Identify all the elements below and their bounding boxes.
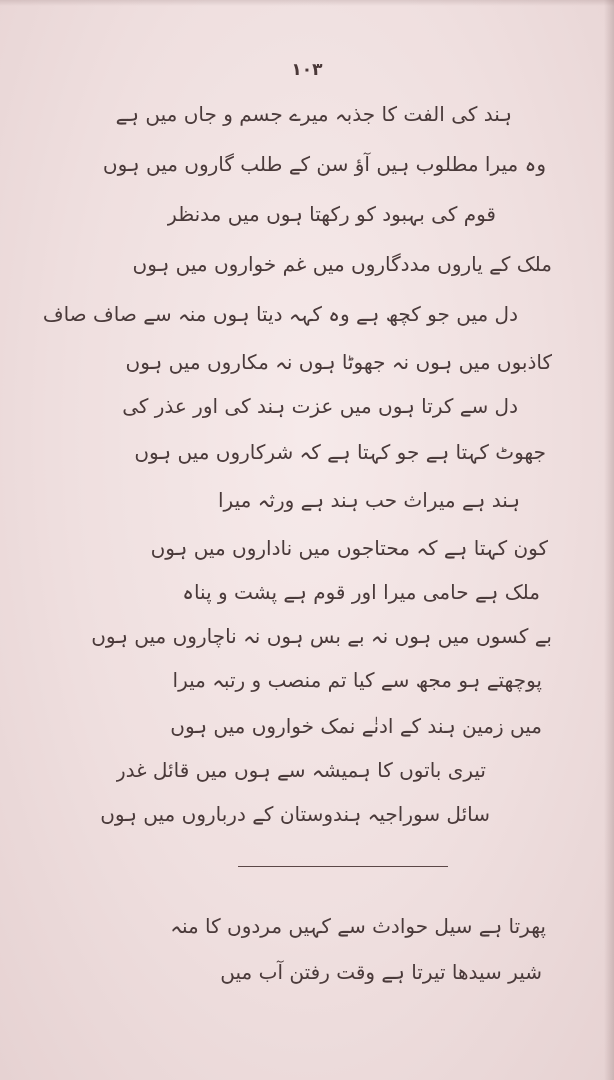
page-edge-shadow: [604, 0, 614, 1080]
couplet-line: پھرتا ہے سیل حوادث سے کہیں مردوں کا منہ: [170, 914, 546, 938]
poem-line: ملک کے یاروں مددگاروں میں غم خواروں میں ہوں: [132, 252, 552, 276]
poem-line: میں زمین ہند کے ادنٰے نمک خواروں میں ہوں: [170, 714, 542, 738]
page-number: ۱۰۳: [291, 60, 323, 80]
poem-line: قوم کی بہبود کو رکھتا ہوں میں مدنظر: [167, 202, 496, 226]
couplet-line: شیر سیدھا تیرتا ہے وقت رفتن آب میں: [220, 960, 542, 984]
page-top-shadow: [0, 0, 614, 6]
poem-line: ملک ہے حامی میرا اور قوم ہے پشت و پناہ: [182, 580, 540, 604]
poem-line: کاذبوں میں ہوں نہ جھوٹا ہوں نہ مکاروں میں ہوں: [125, 350, 552, 374]
poem-line: دل سے کرتا ہوں میں عزت ہند کی اور عذر کی: [122, 394, 518, 418]
poem-line: جھوٹ کہتا ہے جو کہتا ہے کہ شرکاروں میں ہوں: [134, 440, 546, 464]
poem-line: پوچھتے ہو مجھ سے کیا تم منصب و رتبہ میرا: [172, 668, 542, 692]
poem-line: تیری باتوں کا ہمیشہ سے ہوں میں قائل غدر: [115, 758, 486, 782]
poem-line: سائل سوراجیہ ہندوستان کے درباروں میں ہوں: [100, 802, 490, 826]
poem-line: ہند کی الفت کا جذبہ میرے جسم و جاں میں ہے: [115, 102, 512, 126]
poem-line: بے کسوں میں ہوں نہ بے بس ہوں نہ ناچاروں میں ہوں: [91, 624, 552, 648]
poem-line: دل میں جو کچھ ہے وہ کہہ دیتا ہوں منہ سے صاف صاف: [42, 302, 518, 326]
section-divider: [238, 866, 448, 867]
poem-line: وہ میرا مطلوب ہیں آؤ سن کے طلب گاروں میں ہوں: [102, 152, 546, 176]
poem-line: کون کہتا ہے کہ محتاجوں میں ناداروں میں ہوں: [150, 536, 548, 560]
poem-line: ہند ہے میراث حب ہند ہے ورثہ میرا: [218, 488, 520, 512]
